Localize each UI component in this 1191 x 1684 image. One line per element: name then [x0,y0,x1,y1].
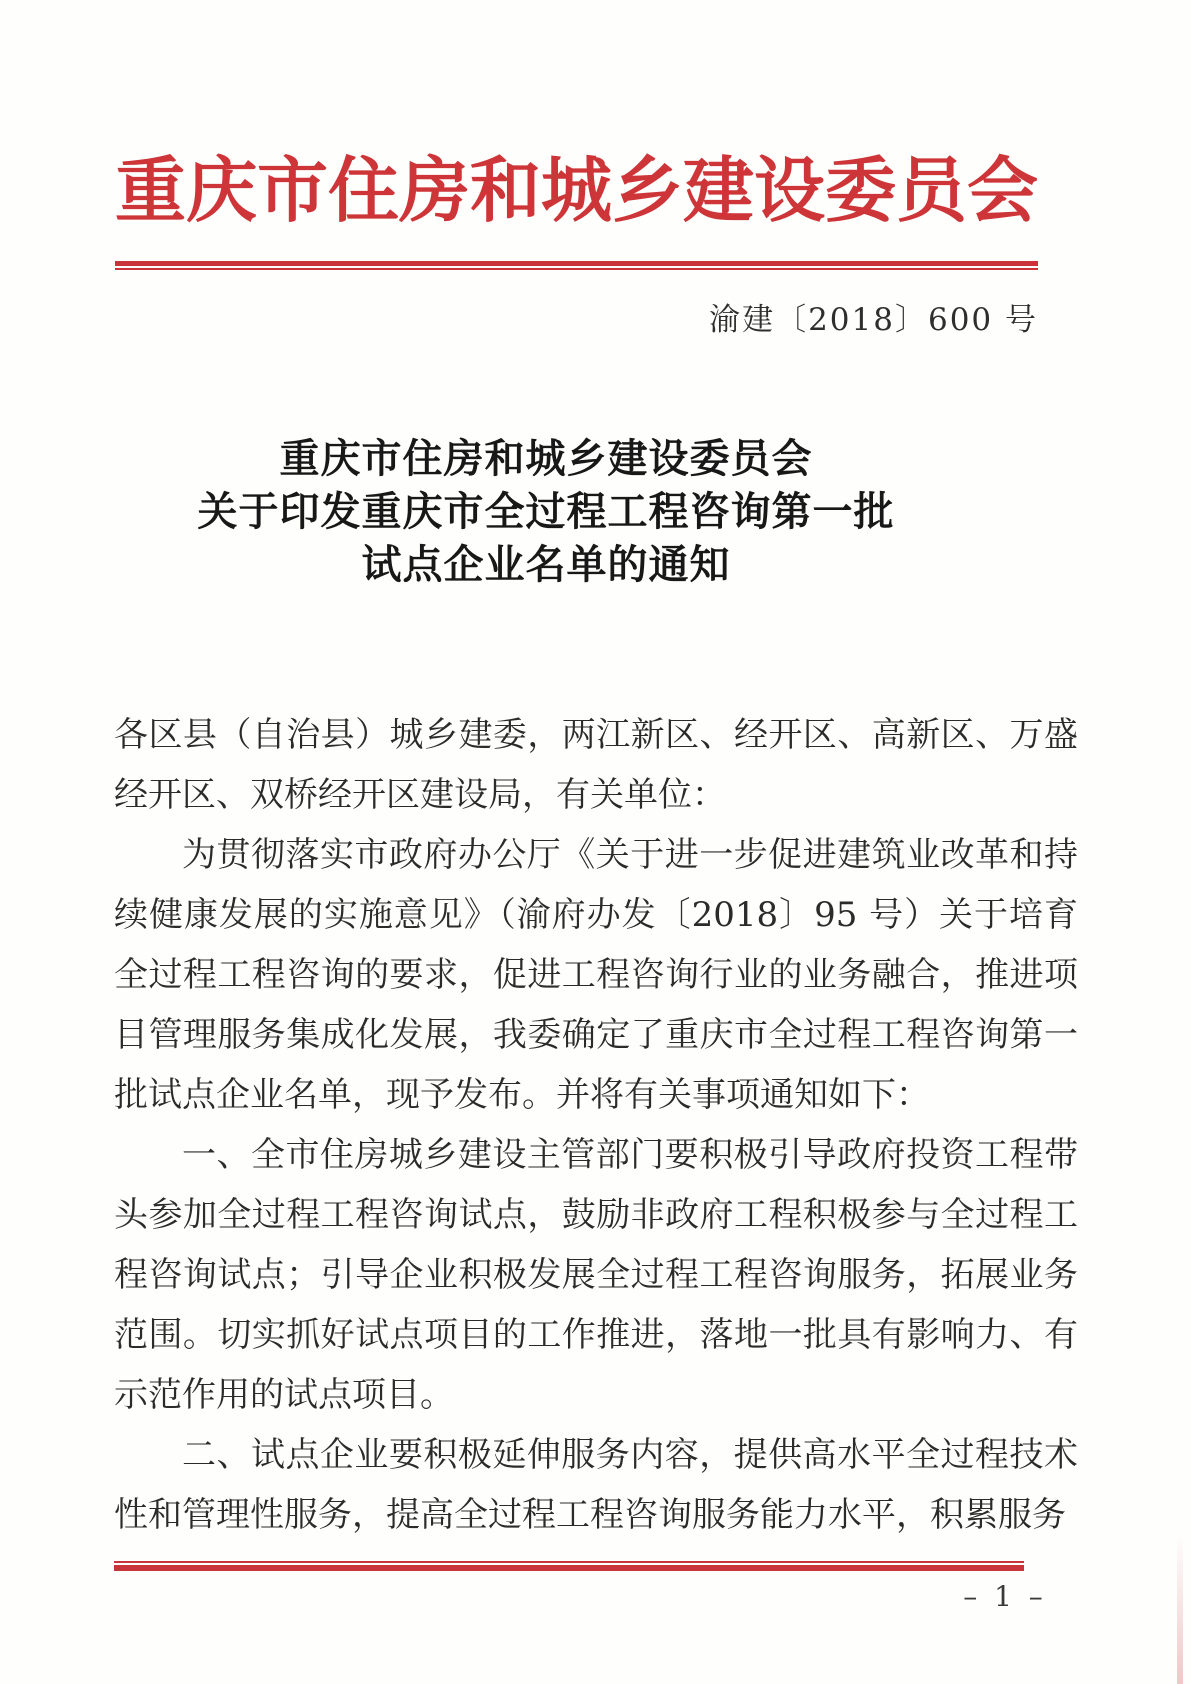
letterhead-agency-name: 重庆市住房和城乡建设委员会 [115,148,1039,232]
notice-title [115,432,977,591]
scan-edge-artifact [1177,1534,1183,1684]
body-paragraph-2: 一、全市住房城乡建设主管部门要积极引导政府投资工程带头参加全过程工程咨询试点，鼓励非政府工程积极参与全过程工程咨询试点；引导企业积极发展全过程工程咨询服务，拓展业务范围。切实抓好试点项目的工作推进，落地一批具有影响力、有示范作用的试点项目。 [114,1135,1078,1415]
salutation: 各区县（自治县）城乡建委，两江新区、经开区、高新区、万盛经开区、双桥经开区建设局，有关单位： [114,715,1078,815]
notice-title-line-1: 重庆市住房和城乡建设委员会 [279,435,813,482]
letterhead-divider [115,261,1038,270]
footer-divider [114,1561,1024,1571]
page-number: – 1 – [963,1580,1047,1613]
letterhead-divider-thin-line [115,268,1038,270]
body-paragraph-1: 为贯彻落实市政府办公厅《关于进一步促进建筑业改革和持续健康发展的实施意见》（渝府办发〔2018〕95 号）关于培育全过程工程咨询的要求，促进工程咨询行业的业务融合，推进项目管理服务集成化发展，我委确定了重庆市全过程工程咨询第一批试点企业名单，现予发布。并将有关事项通知如下： [114,835,1078,1115]
notice-body [114,705,1078,1545]
body-paragraph-3: 二、试点企业要积极延伸服务内容，提供高水平全过程技术性和管理性服务，提高全过程工程咨询服务能力水平，积累服务 [114,1435,1078,1535]
notice-title-line-3: 试点企业名单的通知 [361,541,731,588]
notice-title-line-2: 关于印发重庆市全过程工程咨询第一批 [197,488,895,535]
footer-divider-thick-line [114,1565,1024,1571]
document-number: 渝建〔2018〕600 号 [709,302,1038,338]
